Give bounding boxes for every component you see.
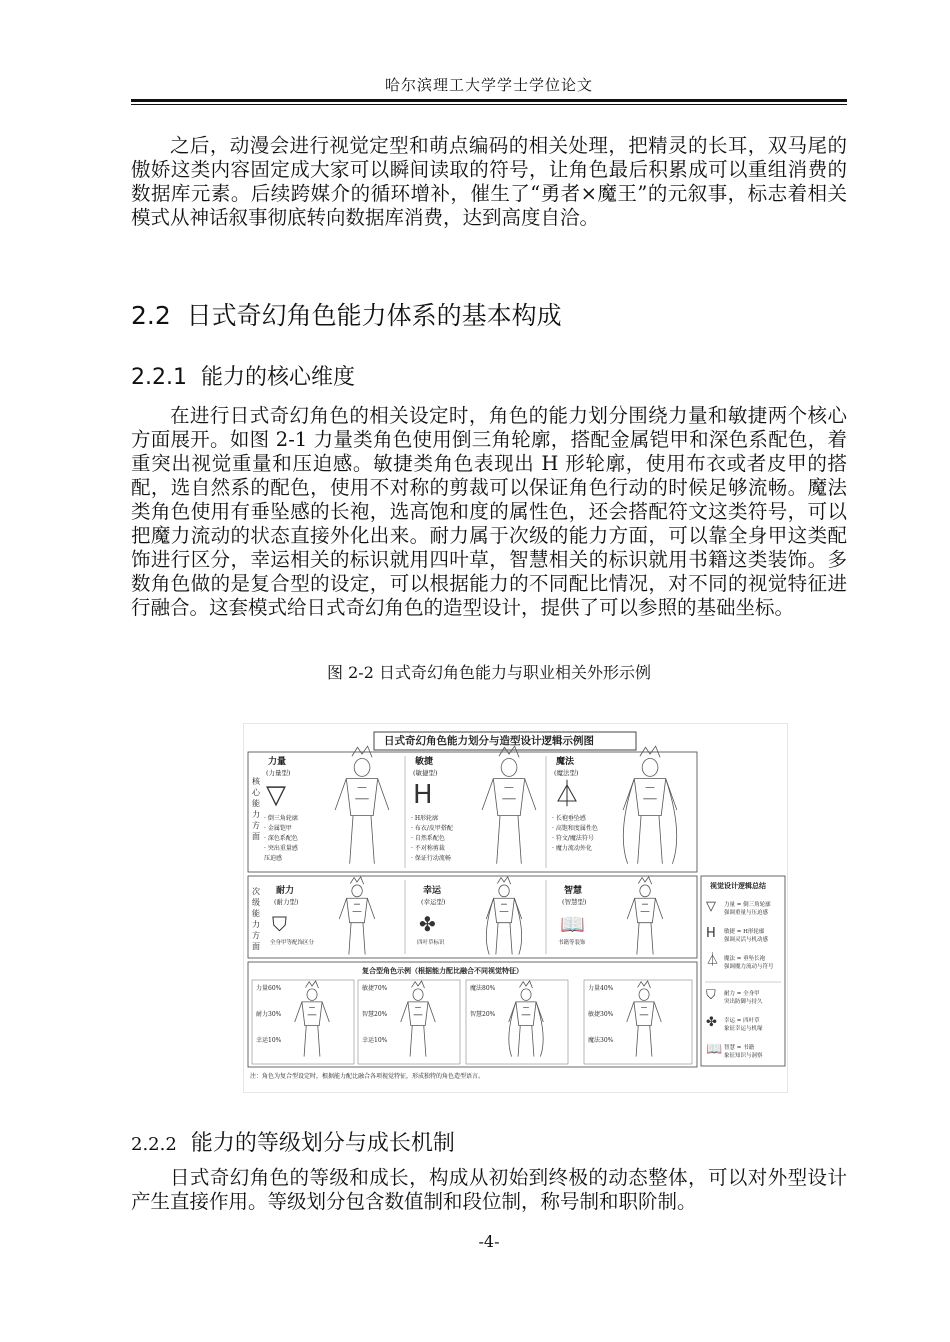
secondary-note-1: 四叶草标识 — [417, 940, 445, 946]
core-character-2 — [623, 746, 677, 864]
composite-character-1 — [401, 981, 436, 1057]
figure-footnote: 注：角色为复合型设定时，根据能力配比融合各项视觉特征，形成独特的角色造型语言。 — [250, 1073, 485, 1080]
composite-stat-1-0: 敏捷70% — [362, 985, 388, 992]
composite-character-3 — [627, 981, 662, 1057]
paragraph-2: 在进行日式奇幻角色的相关设定时，角色的能力划分围绕力量和敏捷两个核心方面展开。如图 2-1 力量类角色使用倒三角轮廓，搭配金属铠甲和深色系配色，着重突出视觉重量和压迫感。敏捷类角色表现出 H 形轮廓，使用布衣或者皮甲的搭配，选自然系的配色，使用不对称的剪裁可以保证角色行动的时候足够流畅。魔法类角色使用有垂坠感的长袍，选高饱和度的属性色，还会搭配符文这类符号，可以把魔力流动的状态直接外化出来。耐力属于次级的能力方面，可以靠全身甲这类配饰进行区分，幸运相关的标识就用四叶草，智慧相关的标识就用书籍这类装饰。多数角色做的是复合型的设定，可以根据能力的不同配比情况，对不同的视觉特征进行融合。这套模式给日式奇幻角色的造型设计，提供了可以参照的基础坐标。 — [131, 404, 847, 619]
secondary-note-0: 全身甲等配饰区分 — [270, 940, 315, 946]
core-note-1-0: · H形轮廓 — [411, 815, 439, 822]
composite-card-3 — [584, 980, 692, 1064]
section-title: 日式奇幻角色能力体系的基本构成 — [186, 301, 562, 330]
core-character-0 — [335, 746, 389, 864]
composite-stat-1-1: 智慧20% — [362, 1011, 388, 1018]
summary-symbol-3-icon: ⛉ — [706, 988, 716, 1003]
secondary-symbol-0-icon: ⛉ — [272, 912, 287, 936]
section-title: 能力的核心维度 — [200, 365, 355, 390]
secondary-type-0: (耐力型) — [274, 898, 299, 906]
header-rule-thick — [131, 99, 847, 102]
core-symbol-1-icon: H — [413, 780, 433, 810]
core-note-1-4: · 保证行动流畅 — [411, 855, 451, 862]
section-2-2-heading — [131, 296, 562, 332]
core-type-2: (魔法型) — [554, 769, 579, 777]
composite-character-0 — [295, 981, 330, 1057]
core-type-1: (敏捷型) — [413, 769, 438, 777]
composite-stat-3-0: 力量40% — [588, 985, 614, 992]
figure-title: 日式奇幻角色能力划分与造型设计逻辑示例图 — [384, 735, 594, 747]
header-rule-thin — [131, 104, 847, 105]
core-symbol-0-icon: ▽ — [266, 780, 286, 810]
summary-title: 视觉设计逻辑总结 — [710, 881, 766, 890]
summary-symbol-1-icon: H — [706, 926, 716, 941]
paragraph-3: 日式奇幻角色的等级和成长，构成从初始到终极的动态整体，可以对外型设计产生直接作用。等级划分包含数值制和段位制，称号制和职阶制。 — [131, 1166, 847, 1213]
secondary-character-2 — [627, 877, 663, 955]
composite-stat-3-1: 敏捷30% — [588, 1011, 614, 1018]
core-note-0-0: · 倒三角轮廓 — [264, 815, 298, 822]
section-title: 能力的等级划分与成长机制 — [190, 1131, 455, 1156]
secondary-name-2: 智慧 — [564, 886, 583, 896]
composite-stat-2-0: 魔法80% — [470, 985, 496, 992]
core-note-1-2: · 自然系配色 — [411, 835, 445, 842]
composite-character-2 — [509, 981, 544, 1057]
summary-symbol-2-icon: ⏃ — [706, 953, 720, 968]
secondary-type-1: (幸运型) — [421, 898, 446, 906]
figure-caption: 图 2-2 日式奇幻角色能力与职业相关外形示例 — [327, 663, 651, 682]
composite-title: 复合型角色示例（根据能力配比融合不同视觉特征） — [362, 966, 523, 975]
core-note-2-3: · 魔力流动外化 — [552, 845, 592, 852]
core-note-1-1: · 布衣/皮甲搭配 — [411, 825, 453, 832]
core-note-2-2: · 符文/魔法符号 — [552, 835, 594, 842]
core-note-0-4: 压迫感 — [264, 855, 283, 862]
running-header: 哈尔滨理工大学学士学位论文 — [384, 76, 593, 94]
section-2-2-1-heading — [131, 360, 355, 391]
summary-text-4: 幸运 = 四叶草 象征幸运与机缘 — [724, 1018, 763, 1032]
core-note-2-0: · 长袍垂坠感 — [552, 815, 586, 822]
core-name-1: 敏捷 — [415, 757, 434, 767]
composite-stat-0-1: 耐力30% — [256, 1011, 282, 1018]
summary-text-1: 敏捷 = H形轮廓 强调灵活与机动感 — [724, 929, 769, 943]
section-number: 2.2.2 — [131, 1134, 177, 1155]
composite-card-2 — [466, 980, 568, 1064]
section-2-2-2-heading — [131, 1126, 455, 1157]
secondary-symbol-1-icon: ✤ — [419, 912, 436, 936]
composite-stat-1-2: 幸运10% — [362, 1037, 388, 1044]
composite-stat-3-2: 魔法30% — [588, 1037, 614, 1044]
composite-stat-0-2: 幸运10% — [256, 1037, 282, 1044]
composite-card-1 — [358, 980, 460, 1064]
core-symbol-2-icon: ⏃ — [554, 780, 581, 810]
core-row-label: 核心能力方面 — [252, 777, 260, 841]
figure-illustration — [243, 723, 788, 1093]
core-type-0: (力量型) — [266, 769, 291, 777]
secondary-note-2: 书籍等装饰 — [558, 940, 586, 946]
summary-symbol-4-icon: ✤ — [706, 1015, 717, 1030]
secondary-type-2: (智慧型) — [562, 898, 587, 906]
summary-text-5: 智慧 = 书籍 象征知识与洞察 — [724, 1045, 763, 1059]
section-number: 2.2.1 — [131, 365, 187, 390]
summary-symbol-0-icon: ▽ — [706, 899, 716, 914]
core-row-frame — [248, 752, 697, 872]
secondary-symbol-2-icon: 📖 — [560, 912, 585, 936]
summary-text-0: 力量 = 倒三角轮廓 强调重量与压迫感 — [724, 902, 771, 916]
core-character-1 — [482, 746, 536, 864]
summary-text-2: 魔法 = 垂坠长袍 强调魔力流动与符号 — [724, 956, 774, 970]
core-name-0: 力量 — [268, 757, 287, 767]
core-note-0-2: · 深色系配色 — [264, 835, 298, 842]
core-note-2-1: · 高饱和度属性色 — [552, 825, 598, 832]
core-name-2: 魔法 — [556, 757, 575, 767]
secondary-name-1: 幸运 — [423, 886, 442, 896]
composite-stat-0-0: 力量60% — [256, 985, 282, 992]
core-note-1-3: · 不对称剪裁 — [411, 845, 445, 852]
secondary-row-label: 次级能力方面 — [252, 887, 260, 951]
page-number: -4- — [478, 1232, 500, 1251]
composite-stat-2-1: 智慧20% — [470, 1011, 496, 1018]
secondary-row-frame — [248, 876, 697, 958]
summary-symbol-5-icon: 📖 — [706, 1042, 723, 1057]
secondary-name-0: 耐力 — [276, 886, 295, 896]
core-note-0-1: · 金属铠甲 — [264, 825, 292, 832]
summary-text-3: 耐力 = 全身甲 突出防御与持久 — [724, 991, 763, 1005]
section-number: 2.2 — [131, 301, 171, 330]
secondary-character-0 — [339, 877, 375, 955]
core-note-0-3: · 突出重量感 — [264, 845, 298, 852]
paragraph-1: 之后，动漫会进行视觉定型和萌点编码的相关处理，把精灵的长耳，双马尾的傲娇这类内容固定成大家可以瞬间读取的符号，让角色最后积累成可以重组消费的数据库元素。后续跨媒介的循环增补，催生了“勇者×魔王”的元叙事，标志着相关模式从神话叙事彻底转向数据库消费，达到高度自洽。 — [131, 134, 847, 229]
secondary-character-1 — [486, 877, 522, 955]
composite-card-0 — [252, 980, 354, 1064]
